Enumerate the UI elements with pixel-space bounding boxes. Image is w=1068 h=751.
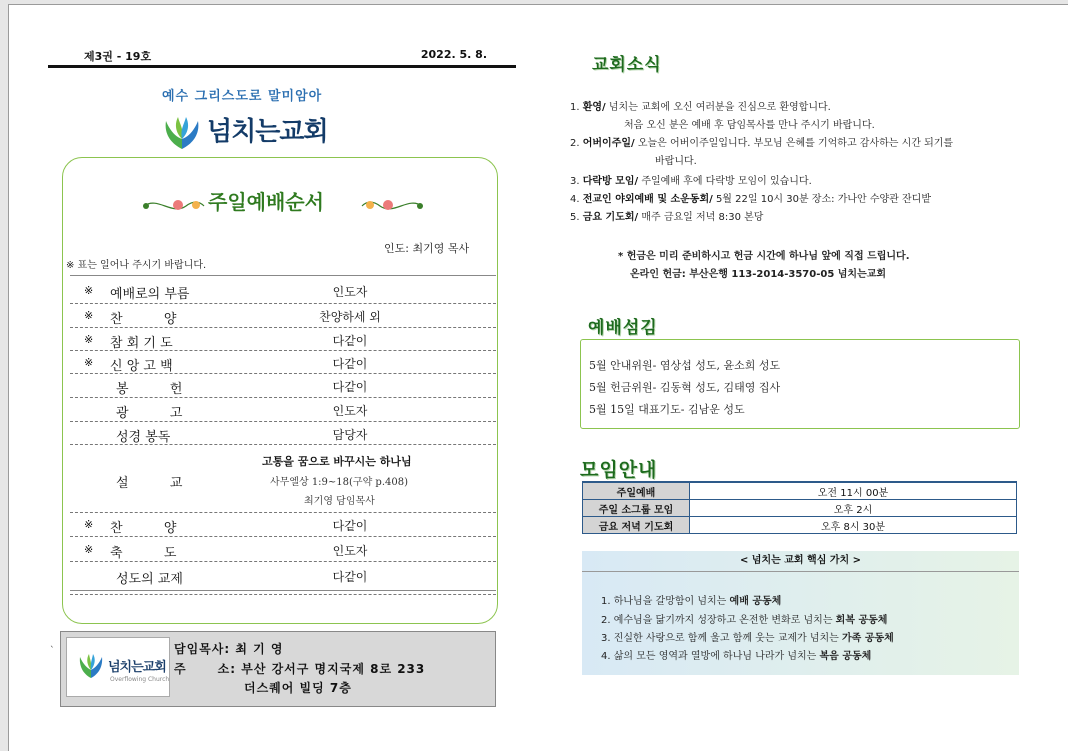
row-divider	[70, 561, 496, 562]
meetings-table	[582, 481, 1017, 534]
core-value-text: 2. 예수님을 닮기까지 성장하고 온전한 변화로 넘치는	[601, 615, 836, 626]
meeting-name: 주일 소그룹 모임	[583, 500, 690, 517]
order-item-name: 찬 양	[110, 312, 177, 327]
table-row	[583, 517, 1017, 534]
order-row	[70, 540, 496, 562]
core-value-text: 4. 삶의 모든 영역과 열방에 하나님 나라가 넘치는	[601, 651, 820, 662]
row-divider	[70, 303, 496, 304]
sermon-title: 고통을 꿈으로 바꾸시는 하나님	[262, 455, 412, 468]
row-divider	[70, 536, 496, 537]
order-item-leader: 인도자	[332, 285, 368, 299]
news-number: 1.	[570, 102, 580, 113]
row-divider	[70, 421, 496, 422]
order-item-leader: 인도자	[332, 544, 368, 558]
church-logo-small-icon	[76, 651, 106, 681]
row-divider	[70, 327, 496, 328]
order-item-leader: 다같이	[332, 570, 368, 584]
table-top-line	[70, 275, 496, 276]
core-value-name: 예배 공동체	[729, 596, 782, 607]
header-divider	[48, 65, 516, 68]
news-text: 주일예배 후에 다락방 모임이 있습니다.	[638, 176, 812, 187]
order-row	[70, 424, 496, 446]
news-section-title: 교회소식	[592, 55, 662, 75]
news-number: 4.	[570, 194, 580, 205]
row-divider	[70, 373, 496, 374]
meeting-time: 오전 11시 00분	[690, 482, 1017, 500]
serve-item: 5월 헌금위원- 김동혁 성도, 김태영 집사	[589, 381, 781, 394]
offering-note: * 헌금은 미리 준비하시고 헌금 시간에 하나님 앞에 직접 드립니다.	[618, 251, 910, 262]
order-item-name: 예배로의 부름	[110, 287, 190, 302]
order-row	[70, 353, 496, 375]
order-row	[70, 515, 496, 537]
order-row	[70, 376, 496, 398]
order-item-name: 설 교	[116, 476, 183, 491]
order-row	[70, 330, 496, 352]
table-bottom-line	[70, 594, 496, 595]
meeting-name: 주일예배	[583, 482, 690, 500]
row-divider	[70, 444, 496, 445]
news-text: 5월 22일 10시 30분 장소: 가나안 수양관 잔디밭	[712, 194, 932, 205]
table-row	[583, 482, 1017, 500]
order-item-leader: 다같이	[332, 519, 368, 533]
news-number: 3.	[570, 176, 580, 187]
news-item	[570, 173, 812, 191]
order-row	[70, 306, 496, 328]
stand-mark: ※	[84, 284, 94, 297]
pastor-logo-subtitle: Overflowing Church	[110, 676, 170, 683]
order-row	[70, 400, 496, 422]
serve-item: 5월 15일 대표기도- 김남운 성도	[589, 403, 745, 416]
serve-item: 5월 안내위원- 염상섭 성도, 윤소희 성도	[589, 359, 781, 372]
core-value-name: 가족 공동체	[842, 633, 894, 644]
sermon-preacher: 최기영 담임목사	[304, 496, 375, 507]
meetings-section-title: 모임안내	[580, 459, 658, 481]
bulletin-header	[48, 48, 515, 64]
stand-mark: ※	[84, 543, 94, 556]
order-item-leader: 다같이	[332, 357, 368, 371]
news-number: 5.	[570, 212, 580, 223]
core-value-item	[601, 647, 871, 662]
order-item-name: 성경 봉독	[116, 430, 171, 445]
stray-mark: `	[50, 646, 55, 656]
order-item-leader: 다같이	[332, 380, 368, 394]
news-text: 넘치는 교회에 오신 여러분을 진심으로 환영합니다.	[605, 102, 831, 113]
news-number: 2.	[570, 138, 580, 149]
sermon-scripture: 사무엘상 1:9~18(구약 p.408)	[270, 477, 408, 488]
stand-mark: ※	[84, 518, 94, 531]
pastor-logo-name: 넘치는교회	[108, 660, 166, 675]
order-row	[70, 566, 496, 588]
core-values-title: < 넘치는 교회 핵심 가치 >	[582, 551, 1019, 572]
core-value-text: 3. 진실한 사랑으로 함께 울고 함께 웃는 교제가 넘치는	[601, 633, 843, 644]
core-value-text: 1. 하나님을 갈망함이 넘치는	[601, 596, 730, 607]
order-item-leader: 담당자	[332, 428, 368, 442]
table-bottom-line	[70, 590, 496, 591]
news-heading: 환영/	[582, 102, 606, 113]
core-value-name: 복음 공동체	[819, 651, 872, 662]
stand-mark: ※	[84, 309, 94, 322]
meeting-name: 금요 저녁 기도회	[583, 517, 690, 534]
stand-mark: ※	[84, 333, 94, 346]
church-logo-icon	[160, 113, 204, 153]
row-divider	[70, 512, 496, 513]
news-heading: 전교인 야외예배 및 소운동회/	[582, 194, 713, 205]
church-address-building: 더스퀘어 빌딩 7층	[244, 681, 352, 695]
worship-leader: 인도: 최기영 목사	[384, 242, 470, 255]
order-item-name: 참 회 기 도	[110, 336, 173, 351]
row-divider	[70, 397, 496, 398]
church-name: 넘치는교회	[207, 117, 328, 147]
order-item-leader: 다같이	[332, 334, 368, 348]
news-heading: 금요 기도회/	[582, 212, 639, 223]
serve-section-title: 예배섬김	[588, 318, 658, 338]
news-item	[570, 99, 831, 117]
order-item-name: 성도의 교제	[116, 572, 183, 587]
church-motto: 예수 그리스도로 말미암아	[162, 89, 323, 104]
church-address: 주 소: 부산 강서구 명지국제 8로 233	[174, 662, 426, 676]
news-item	[570, 191, 931, 209]
order-item-name: 축 도	[110, 546, 177, 561]
news-item	[570, 135, 953, 153]
order-item-name: 찬 양	[110, 521, 177, 536]
core-value-item	[601, 629, 894, 644]
meeting-time: 오후 8시 30분	[690, 517, 1017, 534]
news-heading: 다락방 모임/	[582, 176, 639, 187]
core-value-item	[601, 592, 781, 607]
order-item-name: 광 고	[116, 406, 183, 421]
news-text: 매주 금요일 저녁 8:30 본당	[638, 212, 764, 223]
meeting-time: 오후 2시	[690, 500, 1017, 517]
order-item-leader: 찬양하세 외	[319, 310, 381, 324]
worship-order-title: 주일예배순서	[208, 190, 324, 214]
table-row	[583, 500, 1017, 517]
pastor-name: 담임목사: 최 기 영	[174, 642, 284, 656]
core-value-name: 회복 공동체	[835, 615, 888, 626]
standing-note: ※ 표는 일어나 주시기 바랍니다.	[66, 260, 207, 271]
core-value-item	[601, 611, 887, 626]
news-continuation: 처음 오신 분은 예배 후 담임목사를 만나 주시기 바랍니다.	[624, 120, 875, 131]
news-text: 오늘은 어버이주일입니다. 부모님 은혜를 기억하고 감사하는 시간 되기를	[634, 138, 954, 149]
stand-mark: ※	[84, 356, 94, 369]
order-item-name: 신 앙 고 백	[110, 359, 173, 374]
news-heading: 어버이주일/	[582, 138, 635, 149]
news-continuation: 바랍니다.	[655, 156, 697, 167]
issue-number: 제3권 - 19호	[84, 50, 152, 63]
order-row	[70, 281, 496, 303]
issue-date: 2022. 5. 8.	[420, 48, 487, 61]
order-item-name: 봉 헌	[116, 382, 183, 397]
order-item-leader: 인도자	[332, 404, 368, 418]
news-item	[570, 209, 763, 227]
row-divider	[70, 350, 496, 351]
online-offering: 온라인 헌금: 부산은행 113-2014-3570-05 넘치는교회	[630, 269, 887, 280]
